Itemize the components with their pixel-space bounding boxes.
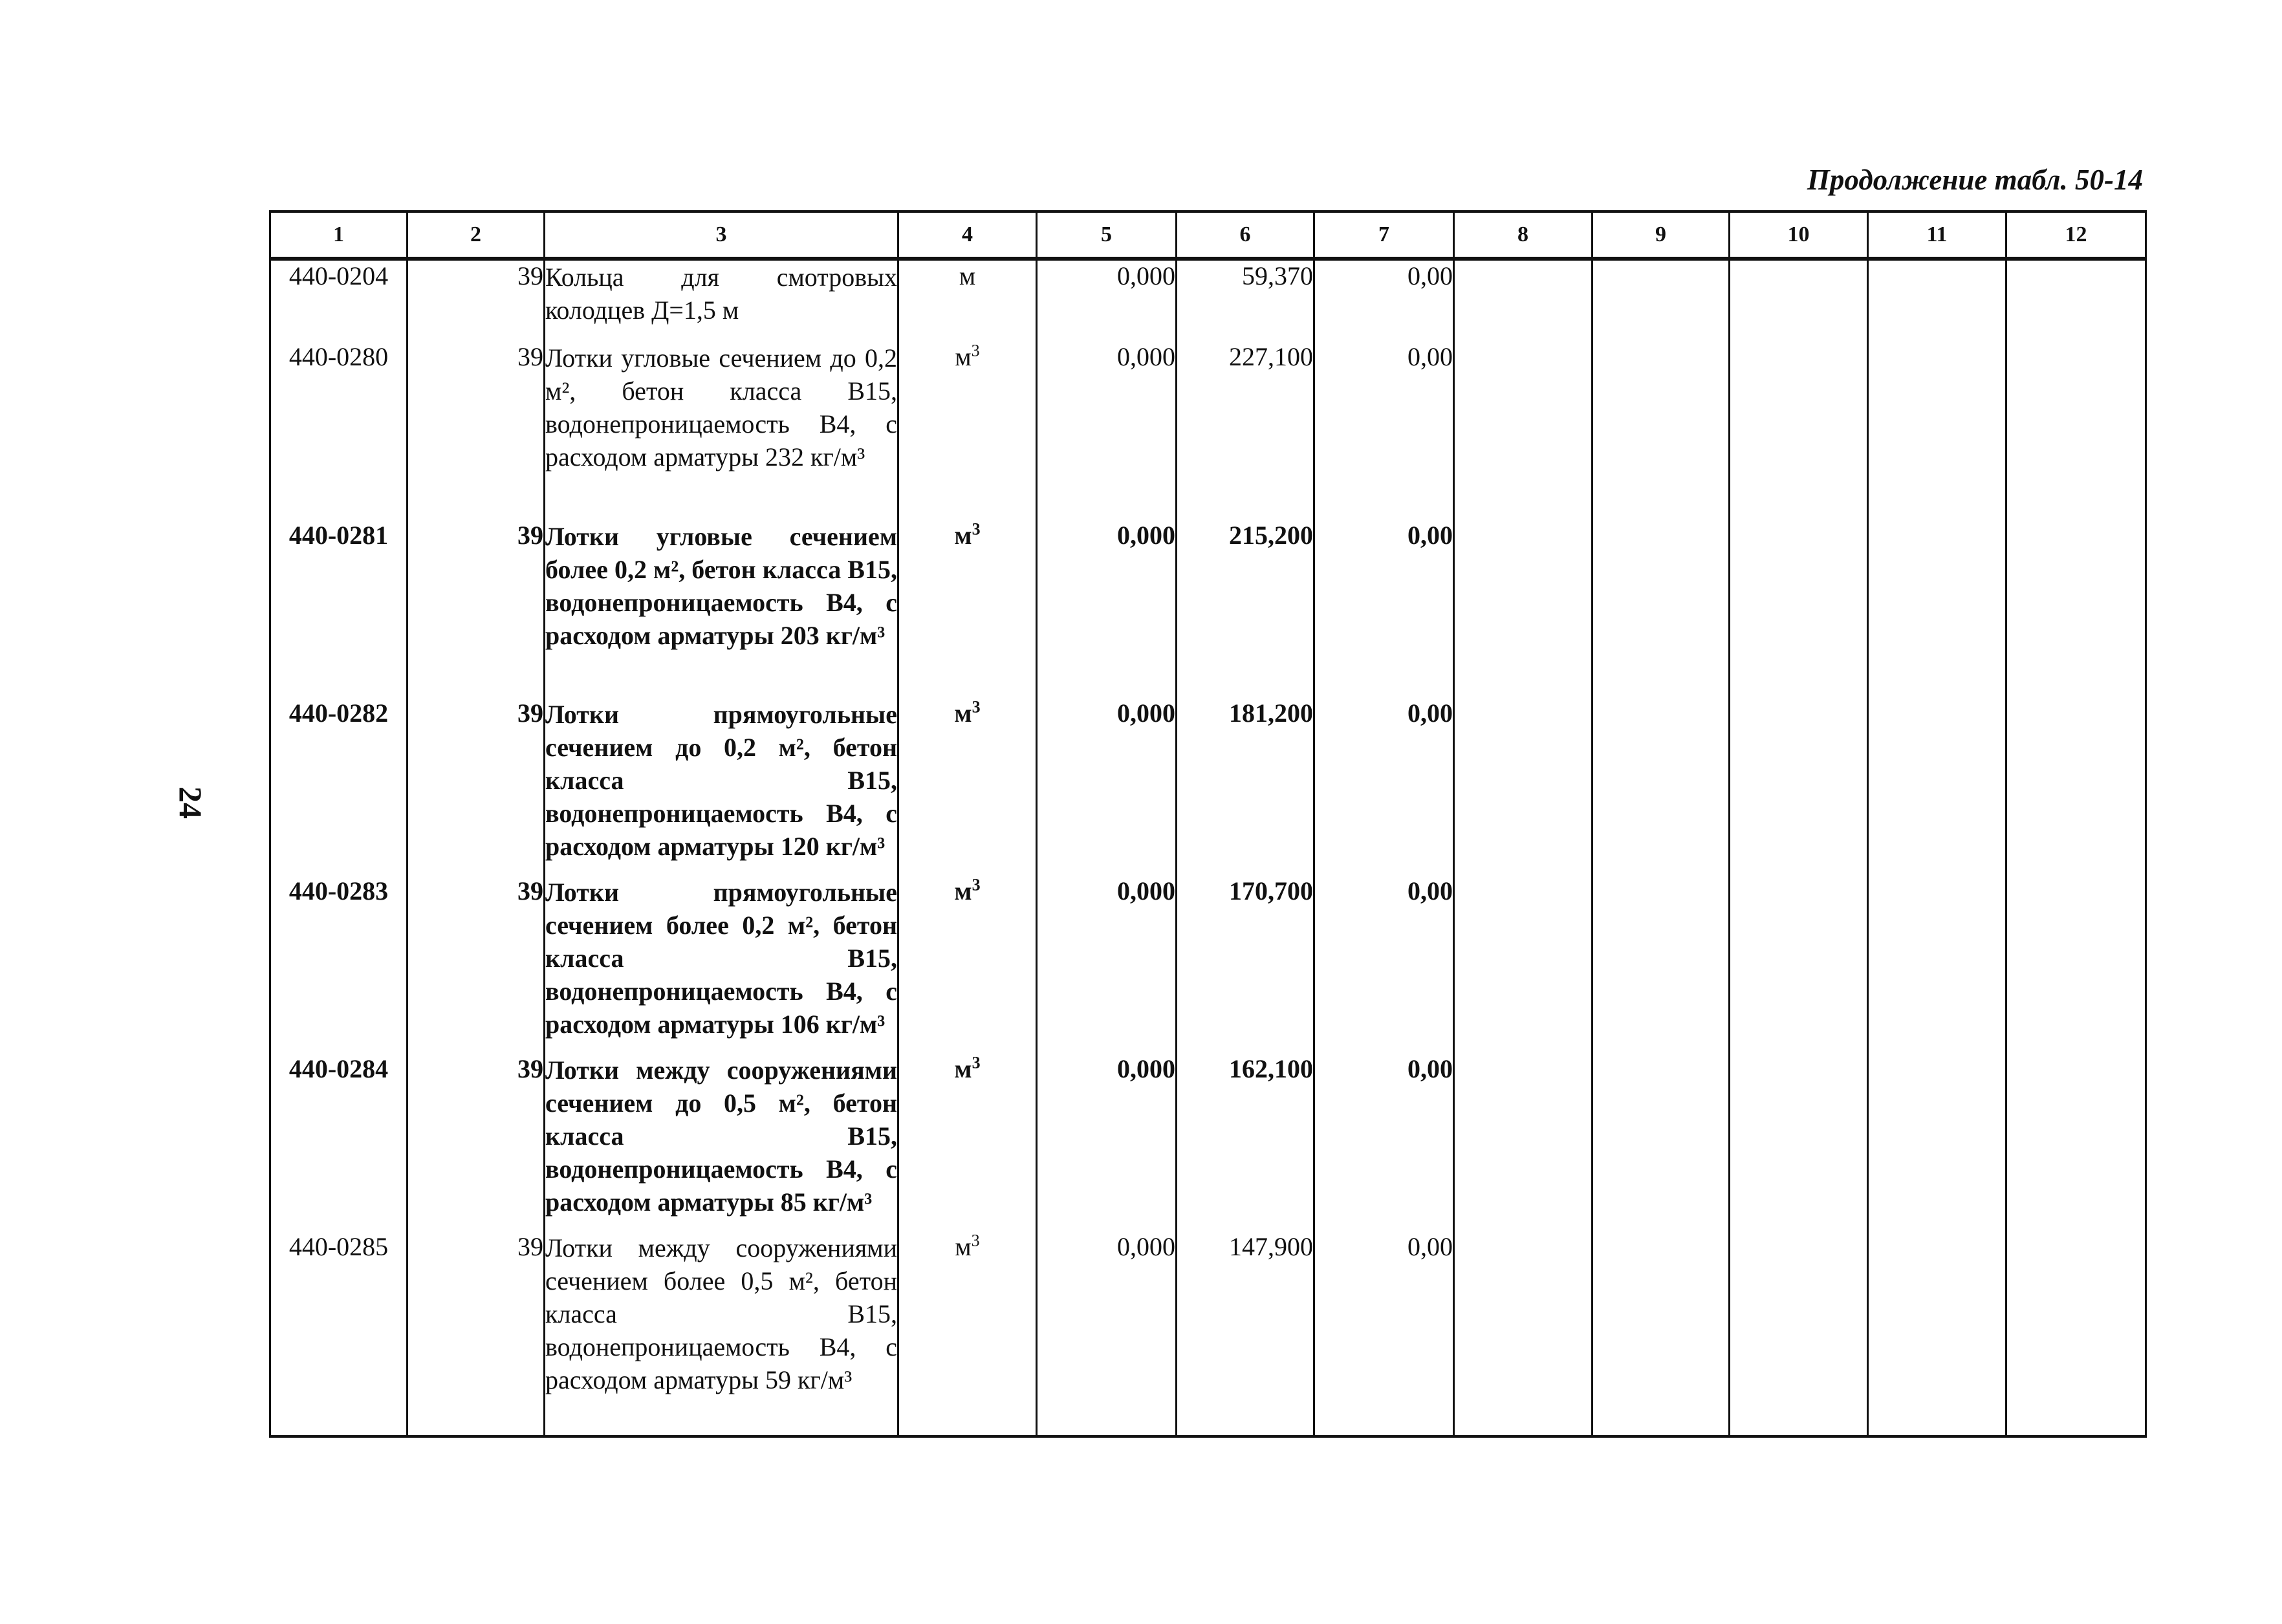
value-cell-6: 170,700 xyxy=(1177,876,1314,1054)
column-header: 3 xyxy=(545,211,898,259)
value-cell-7: 0,00 xyxy=(1314,520,1454,698)
empty-cell xyxy=(1454,876,1592,1054)
value-cell-6: 215,200 xyxy=(1177,520,1314,698)
table-row xyxy=(270,698,2146,876)
table-row xyxy=(270,520,2146,698)
value-cell-7: 0,00 xyxy=(1314,341,1454,520)
description-cell: Лотки угловые сечением более 0,2 м², бетон класса B15, водонепроницаемость В4, с расходом арматуры 203 кг/м³ xyxy=(545,520,898,698)
column-header: 9 xyxy=(1592,211,1730,259)
empty-cell xyxy=(1592,259,1730,341)
empty-cell xyxy=(1454,1054,1592,1231)
unit-sup: 3 xyxy=(972,875,981,894)
empty-cell xyxy=(1730,341,1868,520)
value-cell-7: 0,00 xyxy=(1314,698,1454,876)
unit-text: м xyxy=(959,261,976,290)
code-cell: 440-0281 xyxy=(270,520,408,698)
empty-cell xyxy=(2006,1054,2146,1231)
empty-cell xyxy=(1868,698,2006,876)
empty-cell xyxy=(1454,259,1592,341)
column-header: 2 xyxy=(408,211,545,259)
unit-text: м xyxy=(954,521,972,550)
description-cell: Лотки прямоугольные сечением до 0,2 м², бетон класса B15, водонепроницаемость В4, с расходом арматуры 120 кг/м³ xyxy=(545,698,898,876)
empty-cell xyxy=(1730,876,1868,1054)
empty-cell xyxy=(2006,1231,2146,1436)
empty-cell xyxy=(1730,1231,1868,1436)
page-number: 24 xyxy=(173,786,209,819)
column-header: 5 xyxy=(1037,211,1177,259)
unit-text: м xyxy=(954,876,972,905)
column-header: 8 xyxy=(1454,211,1592,259)
column-header: 7 xyxy=(1314,211,1454,259)
table-row xyxy=(270,259,2146,341)
empty-cell xyxy=(1868,259,2006,341)
empty-cell xyxy=(2006,259,2146,341)
empty-cell xyxy=(1730,520,1868,698)
unit-text: м xyxy=(955,342,972,371)
description-text: Лотки между сооружениями сечением более 0,5 м², бетон класса B15, водонепроницаемость В4, с расходом арматуры 59 кг/м³ xyxy=(545,1233,897,1394)
section-cell: 39 xyxy=(408,1231,545,1436)
empty-cell xyxy=(2006,341,2146,520)
unit-sup: 3 xyxy=(971,341,980,360)
description-cell: Лотки прямоугольные сечением более 0,2 м², бетон класса B15, водонепроницаемость В4, с расходом арматуры 106 кг/м³ xyxy=(545,876,898,1054)
description-cell: Лотки угловые сечением до 0,2 м², бетон класса B15, водонепроницаемость В4, с расходом арматуры 232 кг/м³ xyxy=(545,341,898,520)
empty-cell xyxy=(1868,341,2006,520)
empty-cell xyxy=(1592,1054,1730,1231)
column-header: 6 xyxy=(1177,211,1314,259)
value-cell-6: 227,100 xyxy=(1177,341,1314,520)
table-row xyxy=(270,341,2146,520)
section-cell: 39 xyxy=(408,876,545,1054)
value-cell-7: 0,00 xyxy=(1314,876,1454,1054)
empty-cell xyxy=(1868,876,2006,1054)
column-header: 1 xyxy=(270,211,408,259)
description-cell xyxy=(545,1231,898,1436)
column-header: 11 xyxy=(1868,211,2006,259)
value-cell-5: 0,000 xyxy=(1037,1054,1177,1231)
code-cell: 440-0204 xyxy=(270,259,408,341)
empty-cell xyxy=(1454,341,1592,520)
table-row xyxy=(270,876,2146,1054)
empty-cell xyxy=(1868,1231,2006,1436)
code-cell: 440-0284 xyxy=(270,1054,408,1231)
unit-cell xyxy=(898,876,1037,1054)
empty-cell xyxy=(1592,520,1730,698)
description-cell: Лотки между сооружениями сечением до 0,5 м², бетон класса B15, водонепроницаемость В4, с расходом арматуры 85 кг/м³ xyxy=(545,1054,898,1231)
code-cell: 440-0282 xyxy=(270,698,408,876)
unit-sup: 3 xyxy=(972,1053,981,1072)
empty-cell xyxy=(2006,698,2146,876)
value-cell-5: 0,000 xyxy=(1037,698,1177,876)
unit-sup: 3 xyxy=(971,1231,980,1250)
value-cell-7: 0,00 xyxy=(1314,1231,1454,1436)
empty-cell xyxy=(1868,520,2006,698)
empty-cell xyxy=(1454,1231,1592,1436)
table-row xyxy=(270,1231,2146,1436)
unit-cell xyxy=(898,259,1037,341)
value-cell-5: 0,000 xyxy=(1037,341,1177,520)
value-cell-5: 0,000 xyxy=(1037,259,1177,341)
code-cell: 440-0285 xyxy=(270,1231,408,1436)
unit-cell xyxy=(898,1231,1037,1436)
empty-cell xyxy=(2006,520,2146,698)
column-header: 12 xyxy=(2006,211,2146,259)
empty-cell xyxy=(1454,698,1592,876)
column-header: 4 xyxy=(898,211,1037,259)
empty-cell xyxy=(2006,876,2146,1054)
empty-cell xyxy=(1730,698,1868,876)
column-header: 10 xyxy=(1730,211,1868,259)
section-cell: 39 xyxy=(408,520,545,698)
section-cell: 39 xyxy=(408,698,545,876)
unit-cell xyxy=(898,698,1037,876)
section-cell: 39 xyxy=(408,341,545,520)
unit-text: м xyxy=(955,1232,972,1261)
unit-text: м xyxy=(954,1054,972,1083)
value-cell-5: 0,000 xyxy=(1037,520,1177,698)
table-caption: Продолжение табл. 50-14 xyxy=(1807,164,2143,196)
value-cell-7: 0,00 xyxy=(1314,259,1454,341)
section-cell: 39 xyxy=(408,1054,545,1231)
unit-cell xyxy=(898,341,1037,520)
empty-cell xyxy=(1868,1054,2006,1231)
code-cell: 440-0283 xyxy=(270,876,408,1054)
empty-cell xyxy=(1592,341,1730,520)
empty-cell xyxy=(1592,1231,1730,1436)
value-cell-5: 0,000 xyxy=(1037,1231,1177,1436)
header-row xyxy=(270,211,2146,259)
empty-cell xyxy=(1592,698,1730,876)
value-cell-6: 181,200 xyxy=(1177,698,1314,876)
value-cell-7: 0,00 xyxy=(1314,1054,1454,1231)
unit-cell xyxy=(898,1054,1037,1231)
price-table xyxy=(269,210,2147,1438)
value-cell-6: 59,370 xyxy=(1177,259,1314,341)
empty-cell xyxy=(1730,1054,1868,1231)
table-row xyxy=(270,1054,2146,1231)
unit-sup: 3 xyxy=(972,519,981,539)
unit-sup: 3 xyxy=(972,697,981,717)
value-cell-6: 162,100 xyxy=(1177,1054,1314,1231)
empty-cell xyxy=(1592,876,1730,1054)
unit-cell xyxy=(898,520,1037,698)
value-cell-5: 0,000 xyxy=(1037,876,1177,1054)
code-cell: 440-0280 xyxy=(270,341,408,520)
empty-cell xyxy=(1454,520,1592,698)
value-cell-6: 147,900 xyxy=(1177,1231,1314,1436)
empty-cell xyxy=(1730,259,1868,341)
section-cell: 39 xyxy=(408,259,545,341)
description-cell: Кольца для смотровых колодцев Д=1,5 м xyxy=(545,259,898,341)
unit-text: м xyxy=(954,698,972,728)
